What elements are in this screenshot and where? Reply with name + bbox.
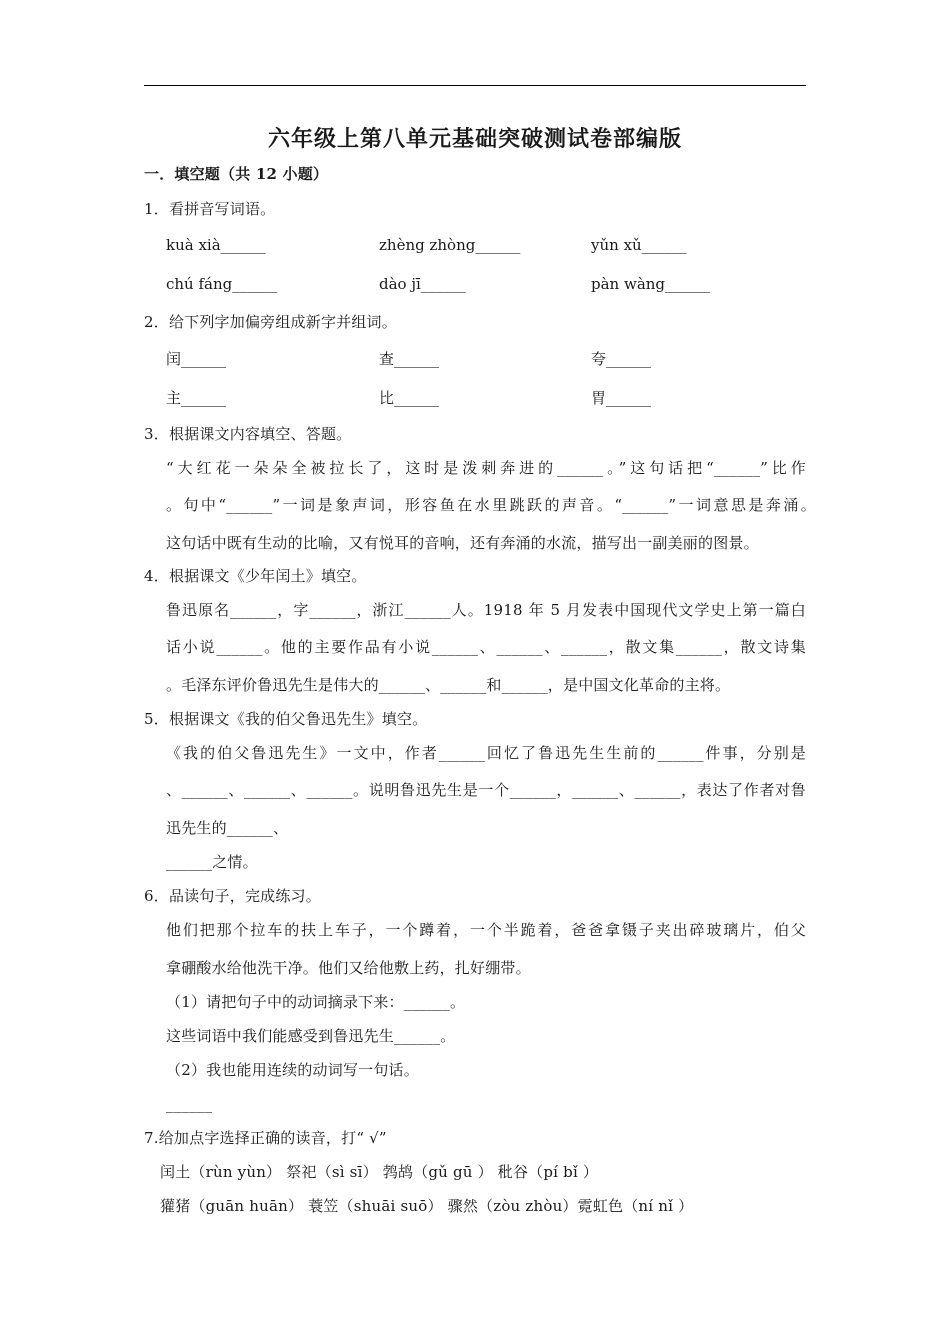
q5-text-line: ______之情。 xyxy=(166,853,258,871)
page-title: 六年级上第八单元基础突破测试卷部编版 xyxy=(267,126,682,152)
q6-sub1-followup: 这些词语中我们能感受到鲁迅先生______。 xyxy=(166,1027,456,1045)
q4-prompt: 4．根据课文《少年闰土》填空。 xyxy=(144,567,367,585)
q5-text-line: 、______、______、______。说明鲁迅先生是一个______，______、______，表达了作者对鲁 xyxy=(166,781,806,799)
q7-prompt: 7.给加点字选择正确的读音，打“ √” xyxy=(144,1129,387,1147)
q3-prompt: 3．根据课文内容填空、答题。 xyxy=(144,425,352,443)
q5-prompt: 5．根据课文《我的伯父鲁迅先生》填空。 xyxy=(144,710,428,728)
q6-text-line: 他们把那个拉车的扶上车子，一个蹲着，一个半跪着，爸爸拿镊子夹出碎玻璃片，伯父 xyxy=(166,921,806,939)
q3-text-line: 这句话中既有生动的比喻，又有悦耳的音响，还有奔涌的水流，描写出一副美丽的图景。 xyxy=(166,534,759,552)
q2-item: 闰______ xyxy=(166,350,227,368)
q6-prompt: 6．品读句子，完成练习。 xyxy=(144,887,321,905)
q1-item: kuà xià______ xyxy=(166,236,266,254)
q2-item: 查______ xyxy=(379,350,440,368)
section-heading: 一．填空题（共 12 小题） xyxy=(144,165,329,183)
q1-item: pàn wàng______ xyxy=(591,275,711,293)
q1-prompt: 1．看拼音写词语。 xyxy=(144,200,276,218)
q2-item: 夸______ xyxy=(591,350,652,368)
q1-item: zhèng zhòng______ xyxy=(379,236,521,254)
q2-item: 比______ xyxy=(379,389,440,407)
q6-sub2: （2）我也能用连续的动词写一句话。 xyxy=(166,1061,419,1079)
q7-options-line: 獾猪（guān huān） 蓑笠（shuāi suō） 骤然（zòu zhòu）霓虹色（ní nǐ ） xyxy=(160,1197,694,1215)
q4-text-line: 。毛泽东评价鲁迅先生是伟大的______、______和______，是中国文化革命的主将。 xyxy=(166,676,731,694)
q6-text-line: 拿硼酸水给他洗干净。他们又给他敷上药，扎好绷带。 xyxy=(166,959,531,977)
q1-item: chú fáng______ xyxy=(166,275,278,293)
q6-sub1: （1）请把句子中的动词摘录下来：______。 xyxy=(166,993,466,1011)
q5-text-line: 《我的伯父鲁迅先生》一文中，作者______回忆了鲁迅先生生前的______件事，分别是 xyxy=(166,744,806,762)
q2-prompt: 2．给下列字加偏旁组成新字并组词。 xyxy=(144,313,397,331)
q4-text-line: 鲁迅原名______，字______，浙江______人。1918 年 5 月发表中国现代文学史上第一篇白 xyxy=(166,601,806,619)
q2-item: 胃______ xyxy=(591,389,652,407)
q7-options-line: 闰土（rùn yùn） 祭祀（sì sī） 鹁鸪（gǔ gū ） 秕谷（pí bǐ ） xyxy=(160,1163,599,1181)
q3-text-line: 。句中“______”一词是象声词，形容鱼在水里跳跃的声音。“______”一词意思是奔涌。 xyxy=(166,496,816,514)
q5-text-line: 迅先生的______、 xyxy=(166,819,289,837)
header-rule xyxy=(144,85,806,86)
q4-text-line: 话小说______。他的主要作品有小说______、______、______，散文集______，散文诗集 xyxy=(166,638,806,656)
q6-answer-blank: ______ xyxy=(166,1095,213,1113)
q1-item: yǔn xǔ______ xyxy=(591,236,687,254)
q1-item: dào jī______ xyxy=(379,275,466,293)
q2-item: 主______ xyxy=(166,389,227,407)
q3-text-line: “大红花一朵朵全被拉长了，这时是泼刺奔进的______。”这句话把“______”比作 xyxy=(166,459,806,477)
